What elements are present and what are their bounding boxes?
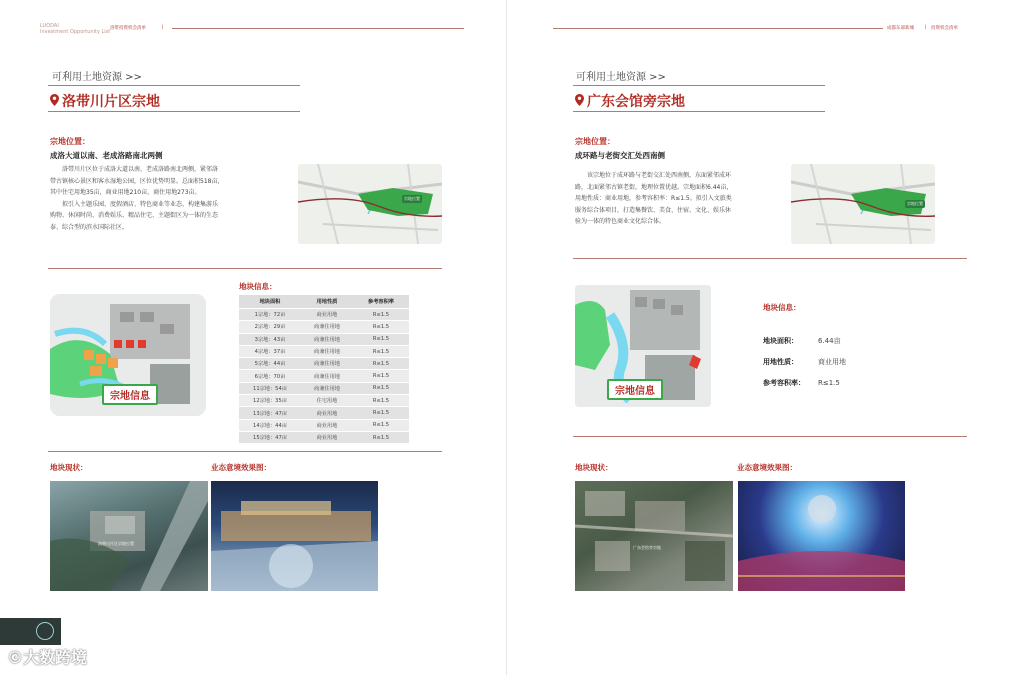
description-line: 购物、休闲时尚、消费娱乐、精品住宅、主题街区为一体的生态 — [50, 212, 219, 219]
aerial-photo-graphic — [50, 481, 208, 591]
description-line: 该宗地位于成环路与老街交汇处西南侧，东面紧邻成环 — [587, 172, 732, 179]
header-rule — [553, 28, 883, 29]
table-cell: 商兼住用地 — [301, 321, 353, 333]
plot-map-label: 宗地信息 — [102, 384, 158, 405]
watermark: ©大数跨境 — [7, 648, 88, 667]
rendering-heading: 业态意境效果图： — [737, 463, 797, 472]
location-map-graphic — [298, 164, 442, 244]
table-cell: 1宗地：72亩 — [239, 309, 301, 321]
table-cell: 商兼住用地 — [301, 382, 353, 394]
section-divider — [573, 258, 967, 259]
header-doc-title: 成都东部新城 — [887, 26, 914, 31]
header-doc-title: 洛带投资机会清单 — [110, 26, 146, 31]
location-map — [791, 164, 935, 244]
table-row — [239, 358, 409, 370]
status-heading: 地块现状： — [575, 463, 613, 472]
description-line: 泰、综合型的滨水国际社区。 — [50, 223, 129, 231]
location-subheading: 成环路与老街交汇处西南侧 — [575, 151, 665, 160]
section-divider — [48, 268, 442, 269]
location-heading: 宗地位置： — [50, 137, 90, 146]
location-map — [298, 164, 442, 244]
watermark-logo-icon: © — [7, 648, 23, 667]
header-rule — [172, 28, 464, 29]
aerial-photo-label: 洛带川片区宗地位置 — [98, 541, 134, 546]
table-cell: 12宗地：35亩 — [239, 395, 301, 407]
title-bottom-rule — [48, 111, 300, 112]
info-key: 参考容积率： — [763, 379, 805, 387]
table-cell: 商兼住用地 — [301, 370, 353, 382]
rendering-photo — [211, 481, 378, 591]
plot-map — [50, 294, 206, 416]
table-cell: 商兼住用地 — [301, 333, 353, 345]
description-line: 验为一体的特色商业文化综合体。 — [575, 218, 666, 225]
aerial-photo-label: 广东会馆旁宗地 — [633, 545, 661, 550]
plot-table-header — [239, 295, 409, 309]
plot-info-heading: 地块信息： — [763, 303, 801, 312]
table-cell: 住宅用地 — [301, 395, 353, 407]
brand-logo — [40, 23, 110, 35]
table-cell: 商业用地 — [301, 431, 353, 443]
plot-table — [239, 295, 409, 443]
table-cell: 2宗地：29亩 — [239, 321, 301, 333]
table-cell: R≤1.5 — [353, 358, 409, 370]
table-row — [239, 431, 409, 443]
info-value: 6.44亩 — [818, 337, 841, 345]
table-cell: 商业用地 — [301, 419, 353, 431]
title-top-rule — [48, 85, 300, 86]
title-top-rule — [573, 85, 825, 86]
rendering-photo-graphic — [738, 481, 905, 591]
table-row — [239, 345, 409, 357]
table-row — [239, 407, 409, 419]
info-row — [763, 328, 846, 349]
table-row — [239, 419, 409, 431]
site-description — [575, 170, 805, 228]
table-cell: 4宗地：37亩 — [239, 345, 301, 357]
aerial-photo — [50, 481, 208, 591]
rendering-heading: 业态意境效果图： — [211, 463, 271, 472]
table-cell: R≤1.5 — [353, 345, 409, 357]
corner-thumbnail — [0, 618, 61, 645]
column-header: 地块面积 — [239, 295, 301, 309]
brand-name: LUODAI — [40, 23, 59, 29]
table-cell: 15宗地：47亩 — [239, 431, 301, 443]
table-cell: 商兼住用地 — [301, 345, 353, 357]
brand-tagline: Investment Opportunity List — [40, 29, 111, 35]
location-heading: 宗地位置： — [575, 137, 615, 146]
plot-map — [575, 285, 711, 407]
rendering-photo-graphic — [211, 481, 378, 591]
header-separator: | — [925, 25, 927, 30]
table-cell: R≤1.5 — [353, 370, 409, 382]
table-cell: 3宗地：43亩 — [239, 333, 301, 345]
plot-info-heading: 地块信息： — [239, 282, 277, 291]
table-cell: R≤1.5 — [353, 382, 409, 394]
plot-map-label: 宗地信息 — [607, 379, 663, 400]
info-value: 商业用地 — [818, 358, 846, 366]
rendering-photo — [738, 481, 905, 591]
info-row — [763, 349, 846, 370]
aerial-photo — [575, 481, 733, 591]
description-line: 带古镇核心景区和客水湿地公园，区位优势明显。总面积518亩， — [50, 177, 224, 185]
plot-info-list — [763, 328, 846, 391]
description-line: 路，北面紧邻古镇老街，地理位置优越。宗地面积6.44亩， — [575, 183, 733, 191]
table-cell: R≤1.5 — [353, 395, 409, 407]
location-pin-icon — [50, 94, 59, 106]
table-cell: 11宗地：54亩 — [239, 382, 301, 394]
table-cell: R≤1.5 — [353, 333, 409, 345]
table-cell: 商业用地 — [301, 309, 353, 321]
map-marker-label: 宗地位置 — [907, 201, 923, 206]
table-row — [239, 382, 409, 394]
table-row — [239, 321, 409, 333]
location-pin-icon — [575, 94, 584, 106]
section-label: 可利用土地资源 >> — [576, 72, 666, 83]
right-page — [506, 0, 1012, 675]
description-line: 用地性质：商业用地，参考容积率：R≤1.5。拟引入文旅类 — [575, 195, 732, 202]
description-line: 拟引入主题乐园、度假酒店、特色商业等业态，构建集游乐 — [62, 200, 219, 208]
section-divider — [573, 436, 967, 437]
table-cell: R≤1.5 — [353, 431, 409, 443]
info-key: 用地性质： — [763, 358, 798, 366]
map-marker-label: 宗地位置 — [404, 196, 420, 201]
description-line: 其中住宅用地35亩，商业用地210亩，商住用地273亩。 — [50, 189, 201, 196]
section-divider — [48, 451, 442, 452]
table-cell: 商业用地 — [301, 407, 353, 419]
info-row — [763, 370, 846, 391]
info-value: R≤1.5 — [818, 379, 840, 387]
site-title: 洛带川片区宗地 — [62, 94, 160, 110]
table-cell: 14宗地：44亩 — [239, 419, 301, 431]
status-heading: 地块现状： — [50, 463, 88, 472]
table-cell: R≤1.5 — [353, 321, 409, 333]
description-line: 服务综合体项目，打造集餐饮、美食、住宿、文化、娱乐休 — [575, 206, 732, 214]
table-cell: 商兼住用地 — [301, 358, 353, 370]
title-bottom-rule — [573, 111, 825, 112]
table-row — [239, 370, 409, 382]
site-title: 广东会馆旁宗地 — [587, 94, 685, 110]
info-key: 地块面积： — [763, 337, 798, 345]
column-header: 参考容积率 — [353, 295, 409, 309]
compass-icon — [36, 622, 54, 640]
table-cell: 5宗地：44亩 — [239, 358, 301, 370]
table-cell: R≤1.5 — [353, 407, 409, 419]
header-subtitle: 投资机会清单 — [931, 26, 958, 31]
section-label: 可利用土地资源 >> — [52, 72, 142, 83]
table-cell: 13宗地：47亩 — [239, 407, 301, 419]
header-separator: | — [162, 25, 164, 30]
location-subheading: 成洛大道以南、老成洛路南北两侧 — [50, 151, 163, 160]
table-cell: R≤1.5 — [353, 309, 409, 321]
column-header: 用地性质 — [301, 295, 353, 309]
table-row — [239, 395, 409, 407]
site-description — [50, 164, 290, 233]
description-line: 洛带川片区位于成洛大道以南、老成洛路南北两侧，紧邻洛 — [62, 166, 219, 173]
table-cell: 6宗地：70亩 — [239, 370, 301, 382]
aerial-photo-graphic — [575, 481, 733, 591]
table-row — [239, 333, 409, 345]
table-row — [239, 309, 409, 321]
table-cell: R≤1.5 — [353, 419, 409, 431]
